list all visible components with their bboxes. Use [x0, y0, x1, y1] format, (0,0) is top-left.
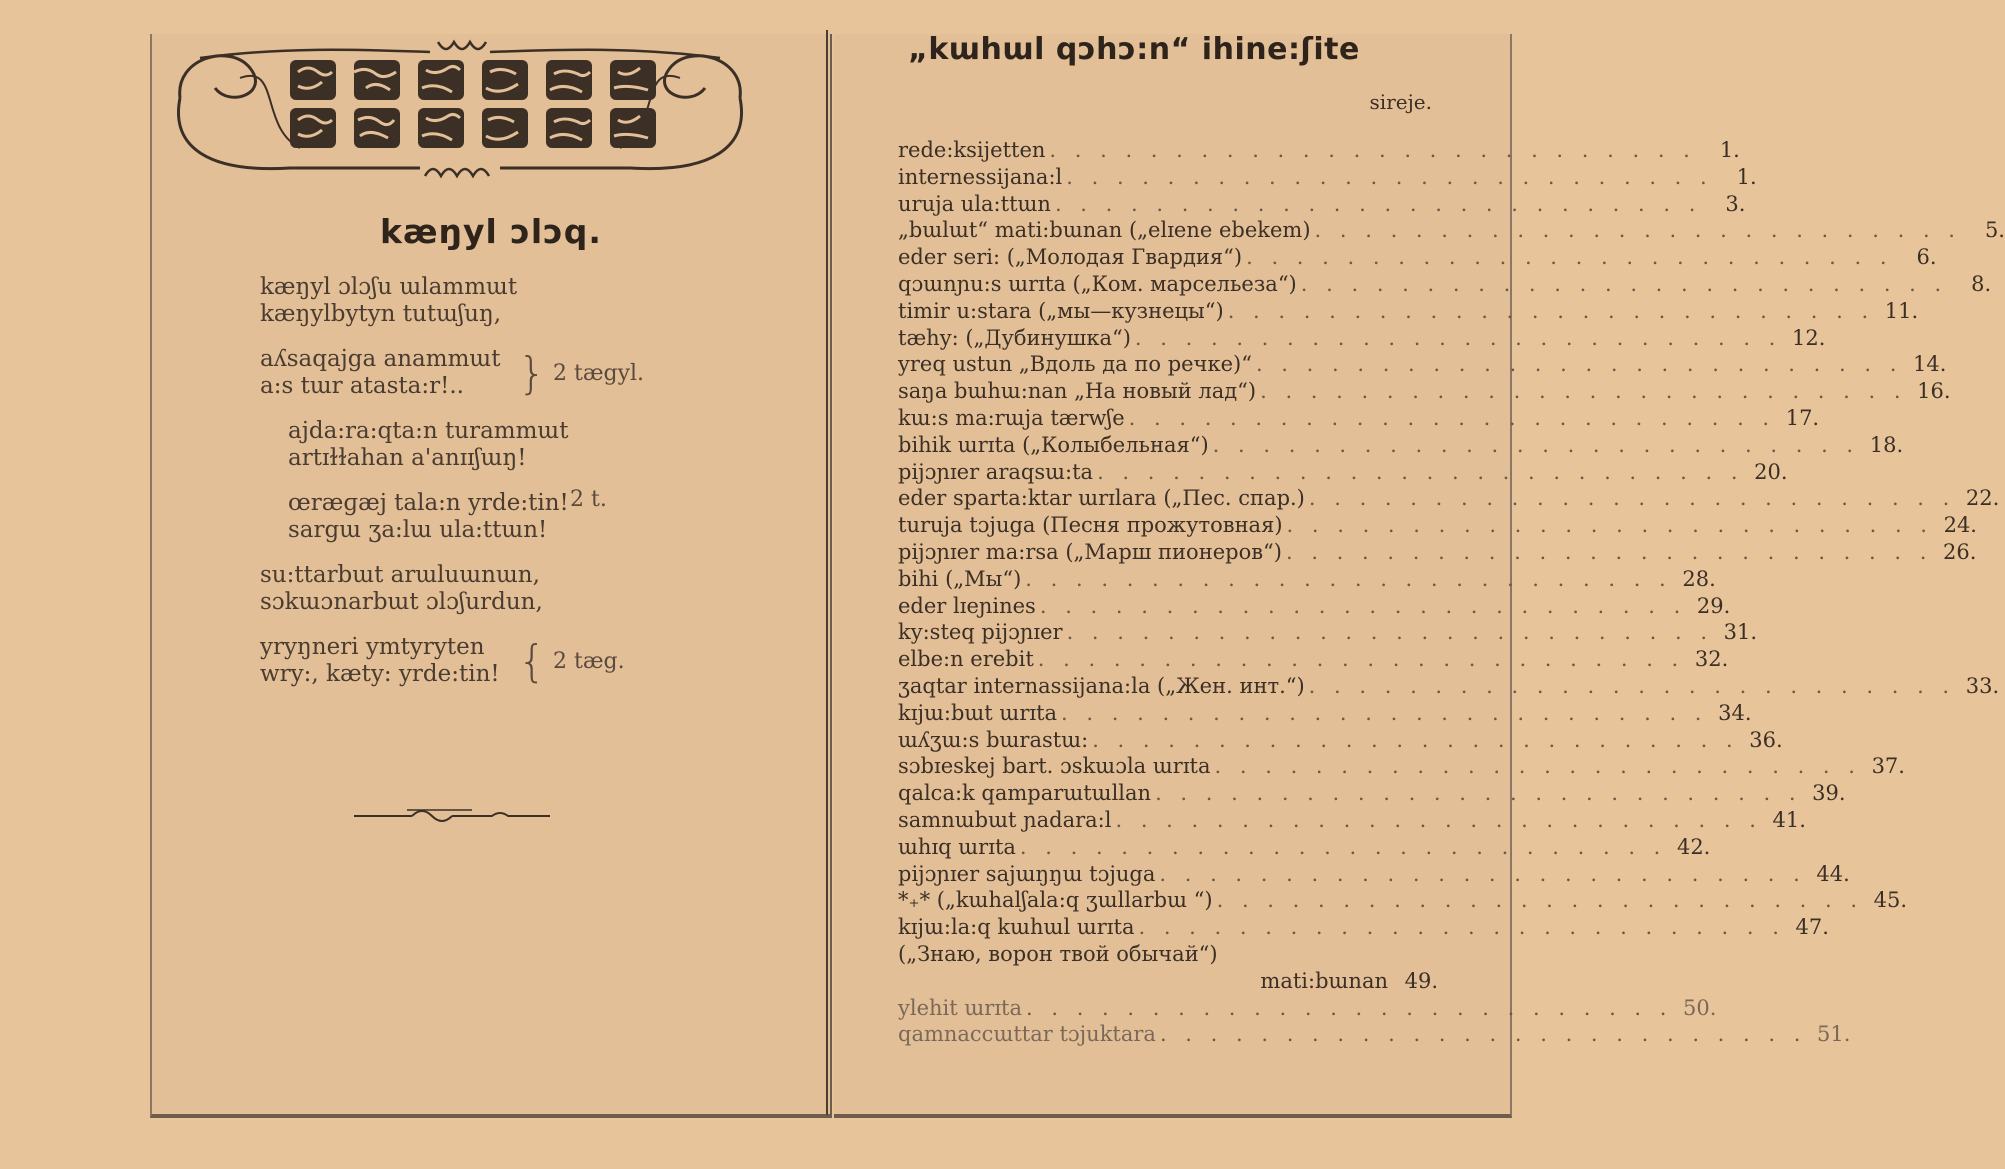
toc-leader-dots: . . . . . . . . . . . . . . . . . . . . . . . . . .: [1159, 1022, 1807, 1047]
toc-entry-title: kɯ:s ma:rɯja tærwʃe: [898, 405, 1125, 430]
toc-page-number: 37.: [1871, 754, 1905, 779]
toc-page-number: 36.: [1749, 727, 1783, 752]
toc-entry-title: kɪjɯ:la:q kɯhɯl ɯrɪta: [898, 915, 1135, 940]
toc-entry: [898, 861, 1850, 889]
toc-entry-title: sɔbɪeskej bart. ɔskɯɔla ɯrɪta: [898, 754, 1211, 779]
toc-leader-dots: . . . . . . . . . . . . . . . . . . . . . . . . . .: [1227, 298, 1875, 323]
toc-leader-dots: . . . . . . . . . . . . . . . . . . . . . . . . . .: [1285, 539, 1933, 564]
poem-line: sargɯ ʒa:lɯ ula:ttɯn!: [288, 517, 548, 543]
toc-entry: [898, 969, 1438, 996]
toc-leader-dots: . . . . . . . . . . . . . . . . . . . . . . . . . .: [1019, 834, 1667, 859]
toc-entry-title: ɯhɪq ɯrɪta: [898, 834, 1016, 859]
toc-page-number: 12.: [1791, 325, 1826, 350]
toc-entry: [898, 245, 1937, 272]
toc-entry-title: rede:ksijetten: [898, 138, 1046, 162]
toc-page-number: 18.: [1869, 432, 1904, 457]
toc-entry: [898, 620, 1758, 647]
toc-entry-title: samnɯbɯt ɲadara:l: [898, 807, 1112, 832]
poem-line: sɔkɯɔnarbɯt ɔlɔʃurdun,: [260, 589, 543, 615]
toc-entry: [898, 942, 1438, 969]
toc-leader-dots: . . . . . . . . . . . . . . . . . . . . . . . . . .: [1097, 459, 1744, 484]
toc-leader-dots: . . . . . . . . . . . . . . . . . . . . . . . . . .: [1314, 218, 1961, 243]
toc-entry-title: ky:steq pijɔɲɪer: [898, 620, 1063, 645]
toc-leader-dots: . . . . . . . . . . . . . . . . . . . . . . . . . .: [1286, 513, 1933, 538]
toc-entry: [898, 647, 1729, 674]
toc-entry: [898, 754, 1905, 781]
toc-leader-dots: . . . . . . . . . . . . . . . . . . . . . . . . . .: [1308, 673, 1956, 698]
toc-leader-dots: . . . . . . . . . . . . . . . . . . . . . . . . . .: [1134, 325, 1782, 350]
toc-page-number: 16.: [1917, 379, 1951, 404]
toc-leader-dots: . . . . . . . . . . . . . . . . . . . . . . . . . .: [1255, 352, 1903, 377]
poem-title: kæŋyl ɔlɔq.: [380, 212, 602, 251]
toc-leader-dots: . . . . . . . . . . . . . . . . . . . . . . . . . .: [1246, 245, 1893, 270]
toc-entry-title: bihik ɯrɪta („Колыбельная“): [898, 432, 1209, 457]
poem-stanza: [260, 274, 780, 328]
toc-entry: [898, 486, 2000, 513]
toc-entry: [898, 727, 1783, 755]
toc-page-number: 26.: [1943, 539, 1977, 564]
toc-title: „kɯhɯl qɔhɔ:n“ ihine:ʃite: [908, 32, 1360, 67]
toc-entry: [898, 298, 1919, 326]
poem-line: aʎsaqajga anammɯt: [260, 346, 501, 372]
table-of-contents: [898, 138, 2005, 1049]
toc-page-number: 20.: [1754, 459, 1788, 484]
toc-page-number: 6.: [1916, 245, 1937, 270]
toc-page-number: 49.: [1404, 968, 1438, 993]
toc-entry-title: internessijana:l: [898, 164, 1063, 189]
toc-leader-dots: . . . . . . . . . . . . . . . . . . . . . . . . . .: [1026, 995, 1673, 1020]
poem-body: [260, 274, 780, 706]
toc-leader-dots: . . . . . . . . . . . . . . . . . . . . . . . . . .: [1054, 191, 1702, 216]
toc-page-number: 44.: [1816, 861, 1850, 886]
refrain-label: 2 tægyl.: [553, 361, 645, 386]
toc-header: sireje.: [1369, 90, 1432, 114]
poem-line: su:ttarbɯt arɯluɯnɯn,: [260, 562, 540, 588]
poem-stanza: [260, 418, 780, 472]
toc-page-number: 32.: [1694, 647, 1729, 672]
toc-entry-title: „bɯlɯt“ mati:bɯnan („elɪene ebekem): [898, 218, 1311, 243]
toc-entry: [898, 379, 1951, 406]
toc-entry-title: qamnaccɯttar tɔjuktara: [898, 1022, 1156, 1047]
toc-page-number: 5.: [1984, 218, 2005, 243]
toc-entry: [898, 432, 1904, 460]
poem-line: œræɡæj tala:n yrde:tin!: [288, 490, 569, 516]
toc-page-number: 24.: [1943, 513, 1977, 538]
toc-entry: [898, 405, 1820, 433]
toc-page-number: 14.: [1912, 352, 1947, 377]
toc-entry: [898, 352, 1947, 379]
toc-leader-dots: . . . . . . . . . . . . . . . . . . . . . . . . . .: [1037, 647, 1685, 672]
toc-leader-dots: . . . . . . . . . . . . . . . . . . . . . . . . . .: [1039, 593, 1687, 618]
toc-entry: [898, 781, 1846, 808]
refrain-label: 2 t.: [570, 487, 607, 512]
toc-page-number: 29.: [1696, 593, 1731, 618]
toc-leader-dots: . . . . . . . . . . . . . . . . . . . . . . . . . .: [1061, 700, 1708, 725]
toc-entry-title: uruja ula:ttɯn: [898, 191, 1051, 216]
toc-entry: [898, 915, 1829, 942]
toc-page-number: 1.: [1736, 164, 1757, 189]
toc-entry: [898, 271, 1992, 299]
toc-leader-dots: . . . . . . . . . . . . . . . . . . . . . . . . . .: [1214, 754, 1861, 779]
poem-stanza: [260, 562, 780, 616]
toc-page-number: 3.: [1725, 191, 1746, 216]
toc-page-number: 11.: [1884, 298, 1919, 323]
toc-leader-dots: . . . . . . . . . . . . . . . . . . . . . . . . . .: [1066, 164, 1713, 189]
toc-page-number: 51.: [1817, 1022, 1851, 1047]
toc-entry: [898, 566, 1716, 594]
toc-entry-title: timir u:stara („мы—кузнецы“): [898, 298, 1224, 323]
toc-leader-dots: . . . . . . . . . . . . . . . . . . . . . . . . . .: [1092, 727, 1739, 752]
toc-leader-dots: . . . . . . . . . . . . . . . . . . . . . . . . . .: [1155, 781, 1802, 806]
toc-leader-dots: . . . . . . . . . . . . . . . . . . . . . . . . . .: [1066, 620, 1714, 645]
toc-entry: [898, 593, 1731, 621]
toc-leader-dots: . . . . . . . . . . . . . . . . . . . . . . . . . .: [1212, 432, 1860, 457]
poem-line: artɪɫɫahan a'anɪɪʃɯŋ!: [288, 445, 527, 471]
toc-page-number: 33.: [1965, 673, 2000, 698]
toc-entry-title: pijɔɲɪer araqsɯ:ta: [898, 459, 1094, 484]
toc-leader-dots: . . . . . . . . . . . . . . . . . . . . . . . . . .: [1115, 807, 1762, 832]
toc-entry-title: yreq ustun „Вдоль да по речке)“: [898, 352, 1252, 377]
decorative-header-ornament: [170, 38, 750, 188]
toc-entry-title: ʒaqtar internassijana:la („Жен. инт.“): [898, 673, 1305, 698]
toc-entry-title: ylehit ɯrɪta: [898, 995, 1022, 1020]
poem-stanza: [260, 634, 780, 688]
poem-line: wry:, kæty: yrde:tin!: [260, 661, 500, 687]
toc-page-number: 39.: [1812, 781, 1846, 806]
toc-entry: [898, 513, 1977, 540]
toc-page-number: 8.: [1971, 271, 1992, 296]
toc-entry-title: bihi („Мы“): [898, 566, 1022, 591]
page-gutter: [820, 30, 834, 1115]
toc-page-number: 50.: [1683, 995, 1717, 1020]
toc-page-number: 1.: [1719, 138, 1740, 162]
toc-entry: [898, 539, 1977, 567]
toc-leader-dots: . . . . . . . . . . . . . . . . . . . . . . . . . .: [1049, 138, 1696, 162]
toc-entry: [898, 1022, 1851, 1049]
toc-page-number: 17.: [1785, 405, 1820, 430]
toc-page-number: 22.: [1965, 486, 2000, 511]
poem-line: ajda:ra:qta:n turammɯt: [288, 418, 569, 444]
toc-page-number: 31.: [1723, 620, 1758, 645]
toc-leader-dots: . . . . . . . . . . . . . . . . . . . . . . . . . .: [1260, 379, 1907, 404]
toc-page-number: 41.: [1772, 807, 1806, 832]
toc-entry: [898, 995, 1717, 1023]
poem-line: a:s tɯr atasta:r!..: [260, 373, 464, 399]
right-page: [834, 32, 2005, 1118]
toc-entry-title: qalca:k qamparɯtɯllan: [898, 781, 1152, 806]
poem-line: kæŋylbytyn tutɯʃuŋ,: [260, 301, 502, 327]
toc-entry: [898, 218, 2005, 245]
toc-entry-title: kɪjɯ:bɯt ɯrɪta: [898, 700, 1058, 725]
poem-stanza: [260, 487, 780, 544]
toc-entry-title: turuja tɔjuga (Песня прожутовная): [898, 513, 1283, 538]
poem-stanza: [260, 346, 780, 400]
toc-page-number: 28.: [1682, 566, 1716, 591]
toc-entry: [898, 138, 1740, 165]
toc-entry-title: pijɔɲɪer sajɯŋŋɯ tɔjuga: [898, 861, 1156, 886]
toc-leader-dots: . . . . . . . . . . . . . . . . . . . . . . . . . .: [1128, 405, 1776, 430]
toc-page-number: 45.: [1873, 888, 1908, 913]
refrain-marker: { 2 tæg.: [518, 636, 625, 687]
toc-entry-title: qɔɯnɲu:s ɯrɪta („Ком. марсельеза“): [898, 271, 1297, 296]
toc-entry: [898, 459, 1788, 487]
toc-entry: [898, 325, 1826, 353]
left-page: [150, 34, 832, 1118]
toc-leader-dots: . . . . . . . . . . . . . . . . . . . . . . . . . .: [1138, 915, 1785, 940]
toc-leader-dots: . . . . . . . . . . . . . . . . . . . . . . . . . .: [1308, 486, 1956, 511]
toc-entry: [898, 164, 1757, 192]
toc-entry-title: *₊* („kɯhalʃala:q ʒɯllarbɯ “): [898, 888, 1213, 913]
toc-page-number: 47.: [1795, 915, 1829, 940]
toc-entry-title: eder seri: („Молодая Гвардия“): [898, 245, 1243, 270]
refrain-label: 2 tæg.: [553, 649, 625, 674]
toc-page-number: 42.: [1676, 834, 1711, 859]
refrain-marker: } 2 tægyl.: [518, 348, 645, 399]
toc-entry-title: saŋa bɯhɯ:nan „На новый лад“): [898, 379, 1257, 404]
toc-entry: [898, 807, 1806, 835]
toc-entry: [898, 191, 1746, 219]
toc-leader-dots: . . . . . . . . . . . . . . . . . . . . . . . . . .: [1025, 566, 1672, 591]
toc-entry-title: eder sparta:ktar ɯrɪlara („Пес. спар.): [898, 486, 1305, 511]
toc-entry-title: elbe:n erebit: [898, 647, 1034, 672]
toc-entry-title: pijɔɲɪer ma:rsa („Марш пионеров“): [898, 539, 1282, 564]
refrain-marker: [570, 486, 607, 513]
toc-entry-title: eder lɪeɲines: [898, 593, 1036, 618]
poem-line: kæŋyl ɔlɔʃu ɯlammɯt: [260, 274, 518, 300]
toc-entry-title: („Знаю, ворон твой обычай“): [898, 941, 1218, 966]
toc-leader-dots: . . . . . . . . . . . . . . . . . . . . . . . . . .: [1159, 861, 1806, 886]
toc-entry: [898, 673, 2000, 701]
poem-line: yryŋneri ymtyryten: [260, 634, 485, 660]
toc-entry: [898, 700, 1752, 728]
toc-entry-title: tæhy: („Дубинушка“): [898, 325, 1131, 350]
toc-leader-dots: . . . . . . . . . . . . . . . . . . . . . . . . . .: [1216, 888, 1864, 913]
toc-page-number: 34.: [1718, 700, 1752, 725]
toc-entry-title: mati:bɯnan: [1260, 968, 1388, 993]
toc-entry: [898, 888, 1908, 915]
toc-entry-title: ɯʎʒɯ:s bɯrastɯ:: [898, 727, 1089, 752]
decorative-divider: [352, 804, 552, 824]
toc-leader-dots: . . . . . . . . . . . . . . . . . . . . . . . . . .: [1300, 271, 1948, 296]
toc-entry: [898, 834, 1711, 862]
